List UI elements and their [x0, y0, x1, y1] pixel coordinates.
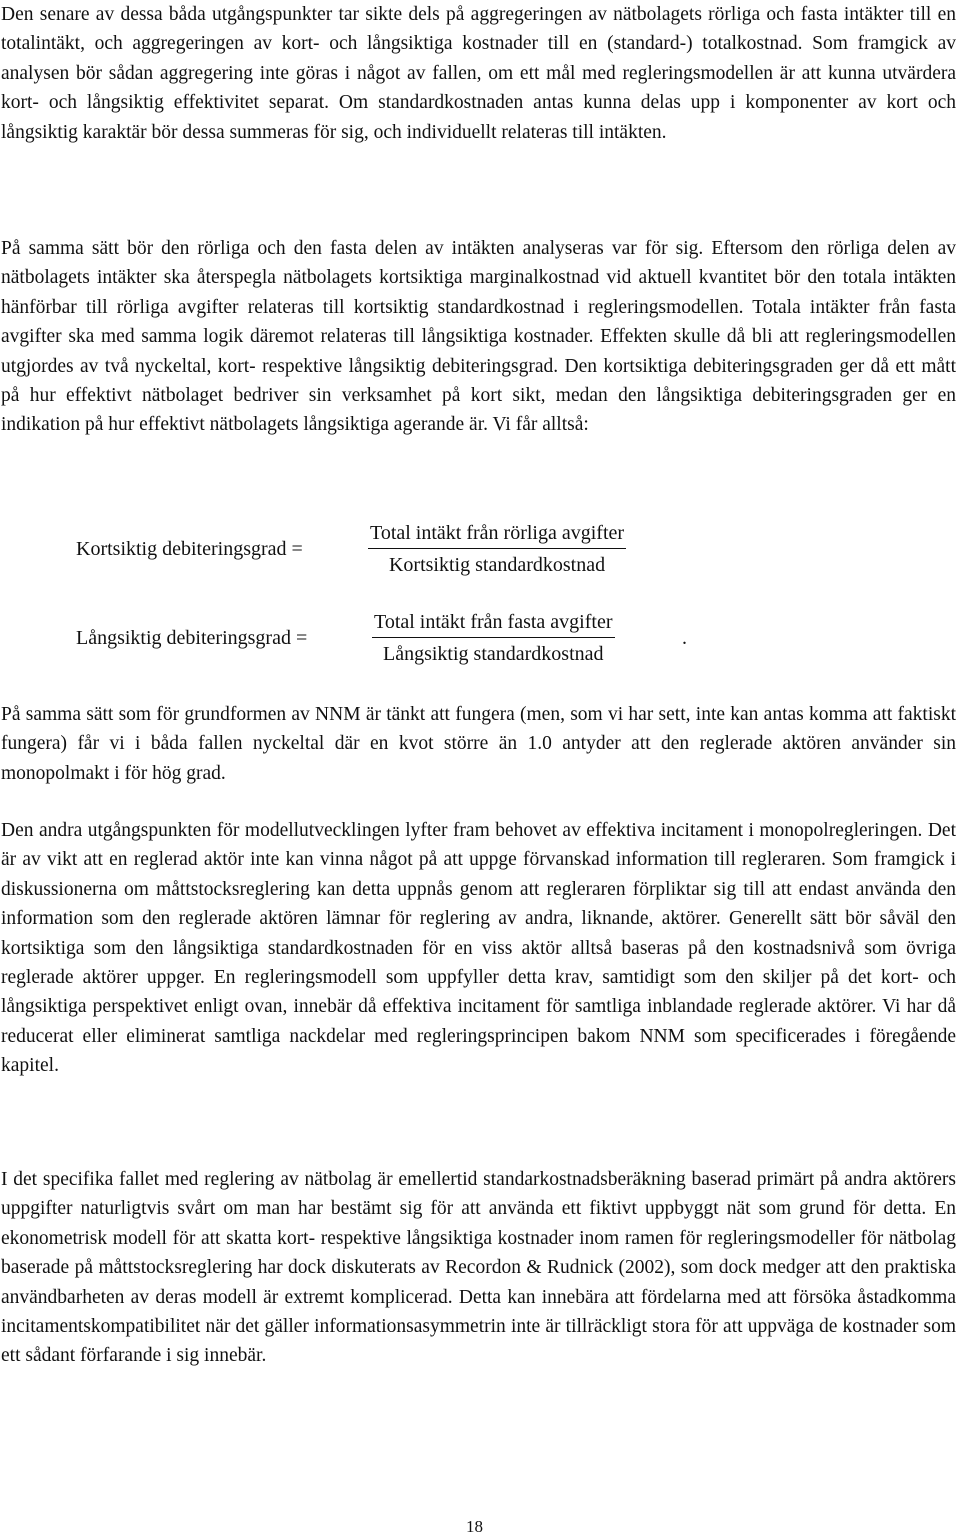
formula-denominator: Kortsiktig standardkostnad — [388, 554, 606, 576]
paragraph-nnm-comparison: På samma sätt som för grundformen av NNM är tänkt att fungera (men, som vi har sett, inte kan antas komma att faktiskt fungera) får vi i båda fallen nyckeltal där en kvot större än 1.0 antyder att den reglerade aktören använder sin monopolmakt i för hög grad. — [1, 704, 956, 784]
formula-period: . — [682, 627, 687, 649]
page-number: 18 — [466, 1517, 483, 1536]
formula-short-term-debit-rate — [76, 521, 716, 581]
paragraph-incentives: Den andra utgångspunkten för modellutvecklingen lyfter fram behovet av effektiva incitament i monopolregleringen. Det är av vikt att en reglerad aktör inte kan vinna något på att uppge förvanskad information till regleraren. Som framgick i diskussionerna om måttstocksreglering kan detta uppnås genom att regleraren förpliktar sig till att endast använda den information som den reglerade aktören lämnar för reglering av andra, liknande, aktörer. Generellt sätt bör såväl den kortsiktiga som den långsiktiga standardkostnaden för en viss aktör alltså baseras på den kostnadsnivå som övriga reglerade aktörer uppger. En regleringsmodell som uppfyller detta krav, samtidigt som den skiljer på det kort- och långsiktiga perspektivet enligt ovan, innebär då effektiva incitament för samtliga inblandade reglerade aktörer. Vi har då reducerat eller eliminerat samtliga nackdelar med regleringsprincipen bakom NNM som specificerades i föregående kapitel. — [1, 820, 956, 1077]
formula-long-term-debit-rate — [76, 610, 716, 670]
formula-numerator: Total intäkt från rörliga avgifter — [368, 521, 626, 549]
formula-lhs: Kortsiktig debiteringsgrad = — [76, 538, 303, 560]
formula-numerator: Total intäkt från fasta avgifter — [372, 610, 615, 638]
formula-fraction — [368, 521, 626, 577]
paragraph-specific-case: I det specifika fallet med reglering av nätbolag är emellertid standarkostnadsberäkning baserad primärt på andra aktörers uppgifter naturligtvis svårt om man har bestämt sig för att använda ett fiktivt uppbyggt nät som grund för detta. En ekonometrisk modell för att skatta kort- respektive långsiktiga kostnader inom ramen för regleringsmodeller för nätbolag baserade på måttstocksreglering har dock diskuterats av Recordon & Rudnick (2002), som dock medger att den praktiska användbarheten av deras modell är extremt komplicerad. Detta kan innebära att fördelarna med att försöka åstadkomma incitamentskompatibilitet när det gäller informationsasymmetrin inte är tillräckligt stora för att uppväga de kostnader som ett sådant förfarande i sig innebär. — [1, 1169, 956, 1367]
paragraph-aggregation: Den senare av dessa båda utgångspunkter tar sikte dels på aggregeringen av nätbolagets rörliga och fasta intäkter till en totalintäkt, och aggregeringen av kort- och långsiktiga kostnader till en (standard-) totalkostnad. Som framgick av analysen bör sådan aggregering inte göras i något av fallen, om ett mål med regleringsmodellen är att kunna utvärdera kort- och långsiktig effektivitet separat. Om standardkostnaden antas kunna delas upp i komponenter av kort och långsiktig karaktär bör dessa summeras för sig, och individuellt relateras till intäkten. — [1, 4, 956, 143]
formula-fraction — [372, 610, 615, 666]
formula-denominator: Långsiktig standardkostnad — [382, 643, 604, 665]
formula-lhs: Långsiktig debiteringsgrad = — [76, 627, 308, 649]
paragraph-revenue-analysis: På samma sätt bör den rörliga och den fasta delen av intäkten analyseras var för sig. Eftersom den rörliga delen av nätbolagets intäkter ska återspegla nätbolagets kortsiktiga marginalkostnad vid aktuell kvantitet bör den totala intäkten hänförbar till rörliga avgifter relateras till kortsiktig standardkostnad i regleringsmodellen. Totala intäkter från fasta avgifter ska med samma logik däremot relateras till långsiktiga kostnader. Effekten skulle då bli att regleringsmodellen utgjordes av två nyckeltal, kort- respektive långsiktig debiteringsgrad. Den kortsiktiga debiteringsgraden ger då ett mått på hur effektivt nätbolaget bedriver sin verksamhet på kort sikt, medan den långsiktiga debiteringsgraden ger en indikation på hur effektivt nätbolagets långsiktiga agerande är. Vi får alltså: — [1, 238, 956, 436]
